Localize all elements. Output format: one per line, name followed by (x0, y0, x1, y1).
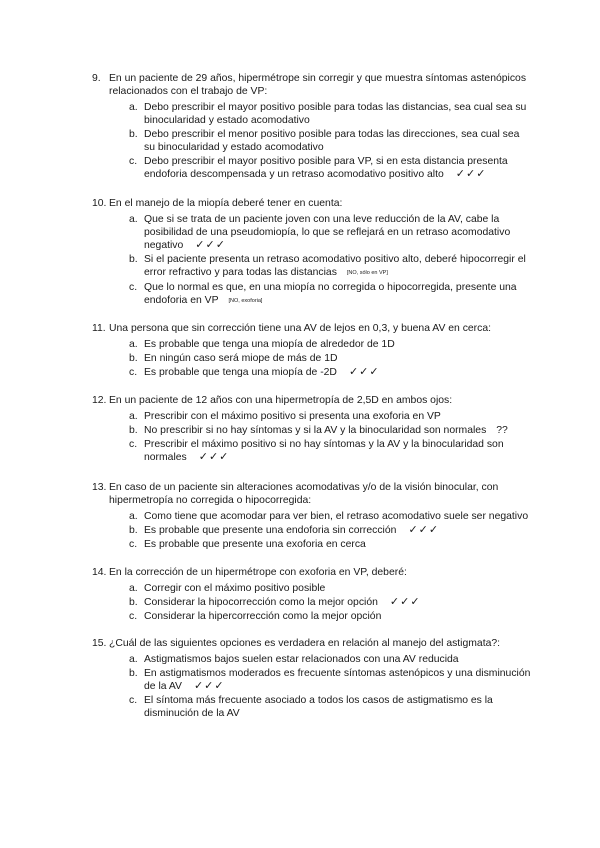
option-letter: c. (129, 695, 138, 706)
option-a (92, 101, 532, 127)
option-letter: c. (129, 439, 138, 450)
question-number: 14. (92, 567, 107, 578)
option-text: Si el paciente presenta un retraso acomodativo positivo alto, deberé hipocorregir el error refractivo y para todas las distancias (144, 254, 526, 278)
question-stem: Una persona que sin corrección tiene una AV de lejos en 0,3, y buena AV en cerca: (109, 323, 492, 334)
question-number: 12. (92, 395, 107, 406)
correct-checkmark: ✓✓✓ (348, 366, 380, 378)
correct-checkmark: ✓✓✓ (389, 596, 421, 608)
option-text: Debo prescribir el mayor positivo posible para todas las distancias, sea cual sea su binocularidad y estado acomodativo (144, 102, 527, 126)
option-letter: b. (129, 129, 138, 140)
option-b (92, 128, 532, 154)
question-13 (92, 481, 532, 552)
correct-checkmark: ✓✓✓ (193, 680, 225, 692)
option-a (92, 582, 532, 595)
option-letter: a. (129, 411, 138, 422)
option-b (92, 596, 532, 609)
option-b (92, 253, 532, 280)
option-text: Es probable que presente una exoforia en cerca (144, 539, 366, 550)
question-stem: ¿Cuál de las siguientes opciones es verdadera en relación al manejo del astigmata?: (109, 638, 501, 649)
question-15 (92, 637, 532, 721)
option-list (92, 338, 532, 379)
option-letter: b. (129, 597, 138, 608)
correct-checkmark: ✓✓✓ (195, 239, 226, 251)
option-letter: c. (129, 282, 138, 293)
question-number: 15. (92, 638, 107, 649)
question-11 (92, 322, 532, 380)
option-list (92, 410, 532, 464)
option-list (92, 653, 532, 720)
option-text: Prescribir con el máximo positivo si presenta una exoforia en VP (144, 411, 441, 422)
option-text: Es probable que tenga una miopía de alrededor de 1D (144, 339, 395, 350)
question-12 (92, 394, 532, 465)
question-stem: En caso de un paciente sin alteraciones acomodativas y/o de la visión binocular, con hipermetropía no corregida o hipocorregida: (109, 482, 499, 506)
option-text: Debo prescribir el menor positivo posible para todas las direcciones, sea cual sea su binocularidad y estado acomodativo (144, 129, 520, 153)
option-b (92, 352, 532, 365)
option-text: Prescribir el máximo positivo si no hay síntomas y la AV y la binocularidad son normales (144, 439, 504, 463)
option-list (92, 582, 532, 623)
option-letter: a. (129, 583, 138, 594)
option-letter: c. (129, 611, 138, 622)
correct-checkmark: ✓✓✓ (198, 451, 230, 463)
option-letter: b. (129, 668, 138, 679)
option-c (92, 366, 532, 379)
annotation-note: [NO, sólo en VP] (346, 270, 388, 276)
option-a (92, 510, 532, 523)
option-text: En ningún caso será miope de más de 1D (144, 353, 338, 364)
option-text: Que lo normal es que, en una miopía no corregida o hipocorregida, presente una endoforia en VP (144, 282, 517, 306)
question-stem: En un paciente de 29 años, hipermétrope sin corregir y que muestra síntomas astenópicos relacionados con el trabajo de VP: (109, 73, 527, 97)
option-text: Debo prescribir el mayor positivo posible para VP, si en esta distancia presenta endoforia descompensada y un retraso acomodativo positivo alto (144, 156, 508, 180)
option-letter: b. (129, 525, 138, 536)
option-letter: a. (129, 214, 138, 225)
option-text: Considerar la hipocorrección como la mejor opción (144, 597, 378, 608)
option-letter: a. (129, 102, 138, 113)
option-c (92, 694, 532, 720)
option-letter: b. (129, 353, 138, 364)
question-stem: En el manejo de la miopía deberé tener en cuenta: (109, 198, 343, 209)
option-letter: a. (129, 511, 138, 522)
option-letter: c. (129, 539, 138, 550)
option-letter: b. (129, 254, 138, 265)
question-number: 10. (92, 198, 107, 209)
option-text: En astigmatismos moderados es frecuente síntomas astenópicos y una disminución de la AV (144, 668, 531, 692)
uncertain-mark: ?? (496, 425, 508, 436)
option-text: Es probable que tenga una miopía de -2D (144, 367, 337, 378)
question-number: 11. (92, 323, 106, 334)
question-9 (92, 72, 532, 182)
option-text: Es probable que presente una endoforia sin corrección (144, 525, 397, 536)
option-c (92, 281, 532, 308)
option-a (92, 410, 532, 423)
option-b (92, 667, 532, 693)
annotation-note: [NO, exoforia] (228, 298, 263, 304)
option-list (92, 510, 532, 551)
option-list (92, 101, 532, 181)
option-text: El síntoma más frecuente asociado a todos los casos de astigmatismo es la disminución de la AV (144, 695, 493, 719)
option-c (92, 155, 532, 181)
option-b (92, 524, 532, 537)
option-text: Considerar la hipercorrección como la mejor opción (144, 611, 382, 622)
option-text: Astigmatismos bajos suelen estar relacionados con una AV reducida (144, 654, 459, 665)
option-letter: c. (129, 156, 138, 167)
correct-checkmark: ✓✓✓ (408, 524, 440, 536)
correct-checkmark: ✓✓✓ (455, 168, 487, 180)
option-text: Corregir con el máximo positivo posible (144, 583, 326, 594)
option-c (92, 610, 532, 623)
question-number: 9. (92, 73, 101, 84)
option-c (92, 438, 532, 464)
option-letter: c. (129, 367, 138, 378)
question-number: 13. (92, 482, 107, 493)
question-14 (92, 566, 532, 624)
option-letter: b. (129, 425, 138, 436)
question-stem: En la corrección de un hipermétrope con exoforia en VP, deberé: (109, 567, 407, 578)
option-a (92, 213, 532, 252)
option-letter: a. (129, 654, 138, 665)
option-text: Como tiene que acomodar para ver bien, el retraso acomodativo suele ser negativo (144, 511, 529, 522)
option-a (92, 338, 532, 351)
option-c (92, 538, 532, 551)
option-a (92, 653, 532, 666)
question-10 (92, 197, 532, 309)
option-list (92, 213, 532, 308)
option-text: Que si se trata de un paciente joven con una leve reducción de la AV, cabe la posibilidad de una pseudomiopía, lo que se reflejará en un retraso acomodativo negativo (144, 214, 511, 251)
option-b (92, 424, 532, 437)
option-letter: a. (129, 339, 138, 350)
option-text: No prescribir si no hay síntomas y si la AV y la binocularidad son normales (144, 425, 487, 436)
question-stem: En un paciente de 12 años con una hipermetropía de 2,5D en ambos ojos: (109, 395, 453, 406)
